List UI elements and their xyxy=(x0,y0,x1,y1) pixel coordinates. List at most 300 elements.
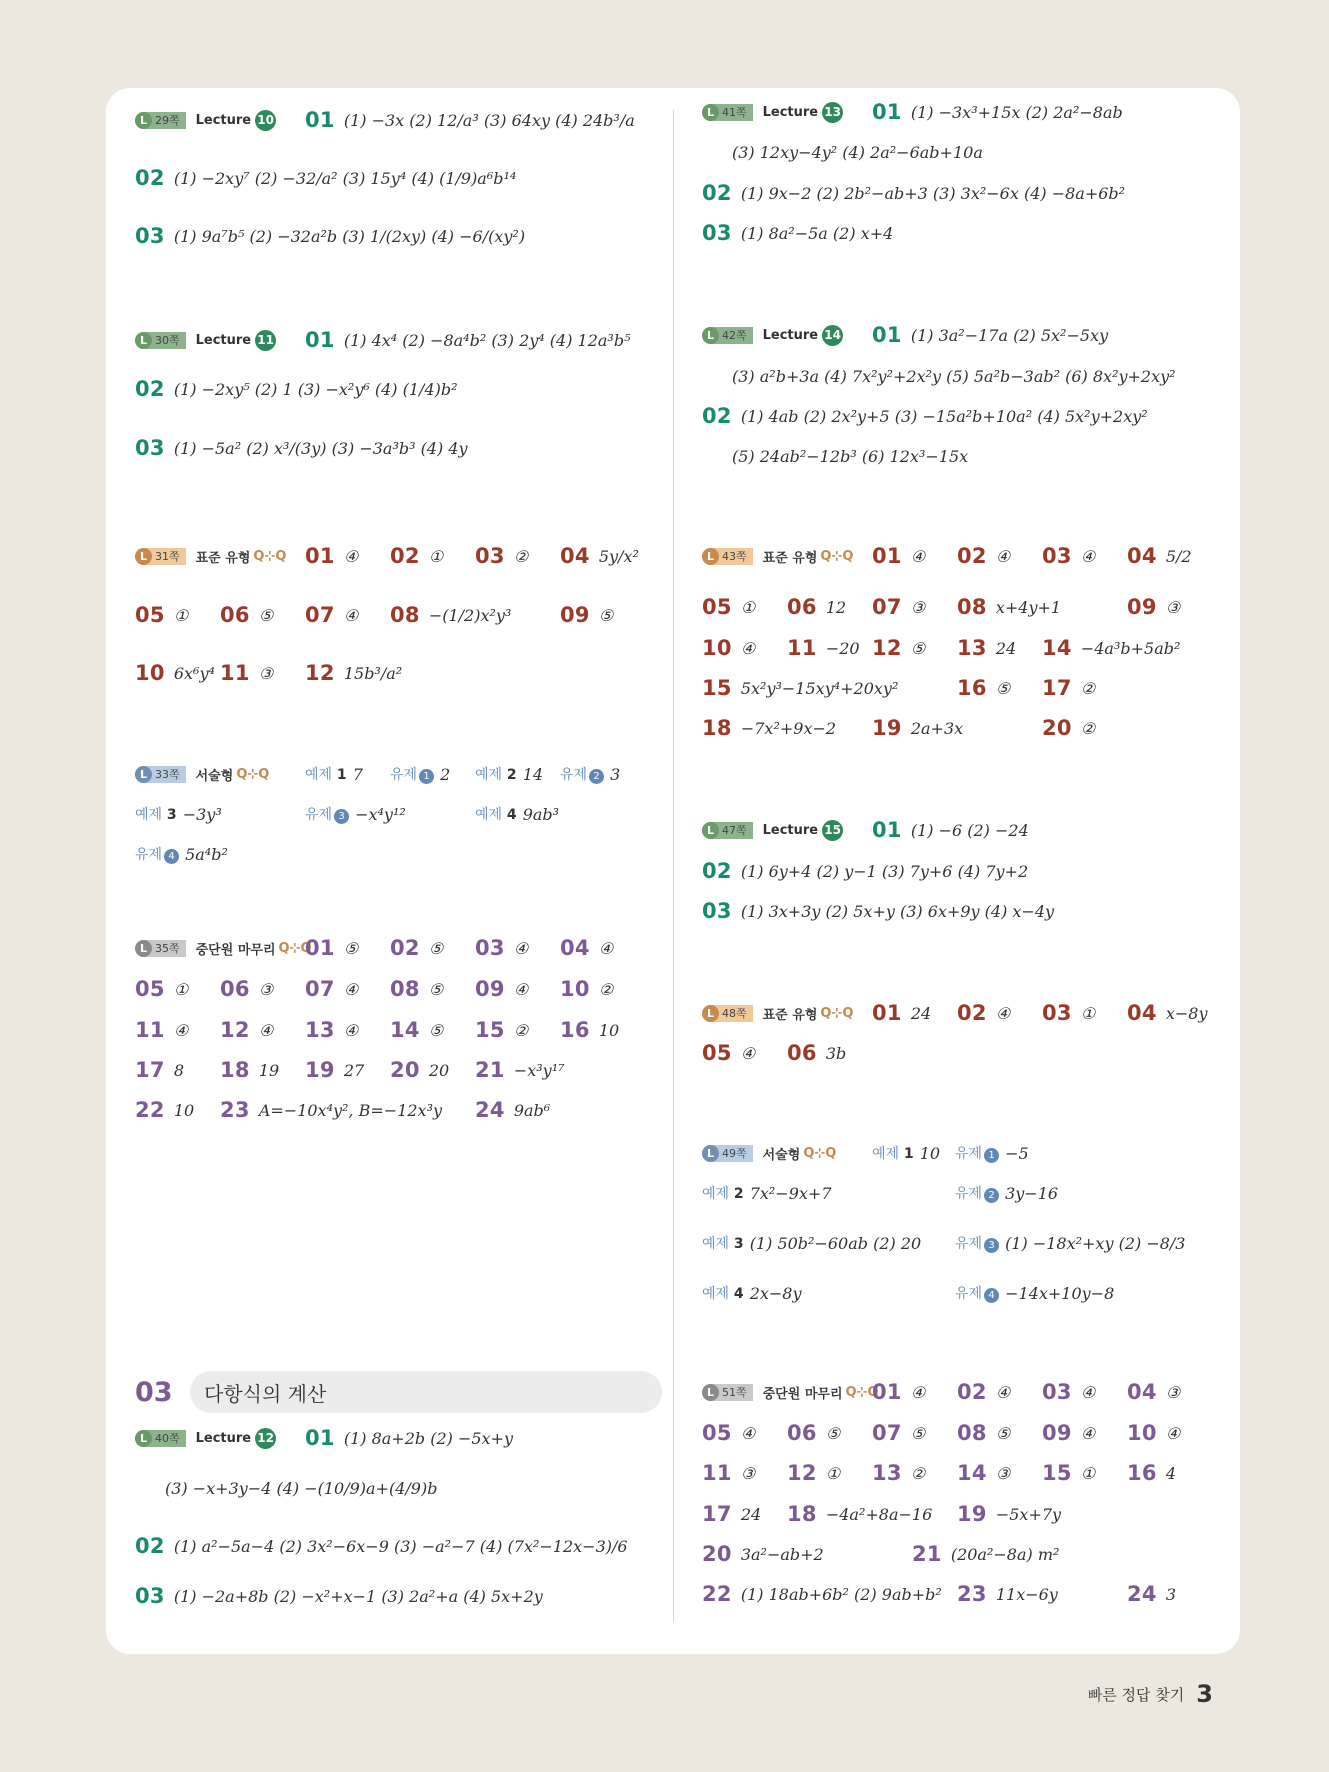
question-number: 12 xyxy=(220,1018,250,1042)
section-tag xyxy=(702,318,843,352)
example-number: 4 xyxy=(729,1286,744,1302)
answer-item xyxy=(957,1375,1010,1409)
tag-kind xyxy=(763,325,844,346)
page-ref: 49쪽 xyxy=(722,1147,747,1160)
answer-item xyxy=(475,757,543,791)
answer-item xyxy=(732,359,1176,393)
question-number: 18 xyxy=(220,1058,250,1082)
tag-kind-label: Lecture xyxy=(762,327,819,343)
question-number: 02 xyxy=(957,544,987,568)
answer-text: ⑤ xyxy=(428,979,444,999)
tag-kind xyxy=(763,820,844,841)
question-number: 08 xyxy=(390,603,420,627)
similar-word: 유제 xyxy=(955,1146,983,1162)
answer-item xyxy=(1127,539,1192,573)
answer-row xyxy=(0,931,1329,965)
similar-label xyxy=(955,1283,999,1303)
question-number: 01 xyxy=(305,1426,335,1450)
answer-text: ③ xyxy=(740,1463,756,1483)
answer-row xyxy=(0,176,1329,210)
answer-text: 9ab⁶ xyxy=(513,1100,551,1120)
page-badge xyxy=(702,1145,753,1162)
answer-item xyxy=(390,931,443,965)
answer-item xyxy=(872,1456,925,1490)
tag-kind-label: Lecture xyxy=(762,104,819,120)
page-ref: 47쪽 xyxy=(722,824,747,837)
section-title: 다항식의 계산 xyxy=(190,1371,662,1413)
similar-word: 유제 xyxy=(305,807,333,823)
answer-row xyxy=(0,1226,1329,1260)
question-number: 07 xyxy=(305,977,335,1001)
answer-row xyxy=(0,1136,1329,1170)
answer-item xyxy=(702,1226,921,1260)
answer-item xyxy=(702,1036,755,1070)
similar-number-icon: 2 xyxy=(984,1188,999,1203)
question-number: 03 xyxy=(702,221,732,245)
example-word: 예제 xyxy=(872,1146,900,1162)
answer-text: ④ xyxy=(740,1423,756,1443)
tag-kind xyxy=(763,1383,879,1402)
answer-item xyxy=(305,931,358,965)
question-number: 01 xyxy=(305,936,335,960)
similar-word: 유제 xyxy=(135,847,163,863)
question-number: 03 xyxy=(1042,1001,1072,1025)
answer-text: ③ xyxy=(258,979,274,999)
answer-item xyxy=(1042,671,1095,705)
question-number: 01 xyxy=(872,1001,902,1025)
answer-row xyxy=(0,894,1329,928)
tag-kind-label: 표준 유형 xyxy=(195,550,251,566)
answer-item xyxy=(957,996,1010,1030)
answer-item xyxy=(787,1497,932,1531)
section-number: 03 xyxy=(135,1376,173,1408)
example-word: 예제 xyxy=(475,767,503,783)
answer-text: −(1/2)x²y³ xyxy=(428,605,512,625)
lecture-l-icon: L xyxy=(135,332,152,349)
question-number: 20 xyxy=(390,1058,420,1082)
answer-text: −5x+7y xyxy=(995,1504,1062,1524)
question-number: 04 xyxy=(560,544,590,568)
answer-row xyxy=(0,359,1329,393)
page-ref: 51쪽 xyxy=(722,1386,747,1399)
page-badge xyxy=(702,548,753,565)
question-number: 14 xyxy=(1042,636,1072,660)
answer-text: −7x²+9x−2 xyxy=(740,718,837,738)
answer-item xyxy=(957,1416,1010,1450)
answer-item xyxy=(872,1375,925,1409)
answer-item xyxy=(702,894,1054,928)
answer-text: (1) −3x (2) 12/a³ (3) 64xy (4) 24b³/a xyxy=(343,110,635,130)
lecture-l-icon: L xyxy=(702,822,719,839)
example-number: 3 xyxy=(162,807,177,823)
question-number: 04 xyxy=(560,936,590,960)
example-word: 예제 xyxy=(702,1186,730,1202)
lecture-l-icon: L xyxy=(702,104,719,121)
answer-item xyxy=(1042,631,1180,665)
question-number: 17 xyxy=(702,1502,732,1526)
answer-row xyxy=(0,1036,1329,1070)
answer-row xyxy=(0,539,1329,573)
question-number: 06 xyxy=(787,1421,817,1445)
answer-item xyxy=(955,1176,1058,1210)
answer-text: ④ xyxy=(343,1020,359,1040)
answer-item xyxy=(702,711,836,745)
answer-text: 10 xyxy=(919,1143,941,1163)
similar-word: 유제 xyxy=(955,1236,983,1252)
question-number: 02 xyxy=(957,1001,987,1025)
answer-item xyxy=(957,590,1061,624)
similar-label xyxy=(955,1143,999,1163)
answer-text: 3 xyxy=(610,764,621,784)
answer-text: ③ xyxy=(258,663,274,683)
answer-text: 6x⁶y⁴ xyxy=(173,663,215,683)
answer-text: 12 xyxy=(825,597,847,617)
page-badge xyxy=(702,822,753,839)
tag-kind-label: 중단원 마무리 xyxy=(762,1386,843,1402)
answer-text: −x³y¹⁷ xyxy=(513,1060,565,1080)
answer-item xyxy=(787,631,860,665)
lecture-number-badge: 11 xyxy=(255,330,276,351)
similar-word: 유제 xyxy=(390,767,418,783)
answer-row xyxy=(0,439,1329,473)
answer-item xyxy=(702,1577,942,1611)
example-label xyxy=(702,1183,744,1203)
example-number: 1 xyxy=(332,767,347,783)
answer-item xyxy=(732,439,968,473)
question-number: 07 xyxy=(872,595,902,619)
question-number: 13 xyxy=(305,1018,335,1042)
question-number: 18 xyxy=(702,716,732,740)
answer-item xyxy=(955,1276,1114,1310)
example-word: 예제 xyxy=(702,1236,730,1252)
answer-text: ⑤ xyxy=(428,938,444,958)
tag-kind-label: Lecture xyxy=(762,822,819,838)
question-number: 02 xyxy=(702,404,732,428)
answer-item xyxy=(957,1577,1058,1611)
question-number: 03 xyxy=(135,1584,165,1608)
question-number: 23 xyxy=(957,1582,987,1606)
example-label xyxy=(702,1233,744,1253)
answer-text: ④ xyxy=(740,638,756,658)
answer-text: 7 xyxy=(352,764,363,784)
question-number: 22 xyxy=(135,1098,165,1122)
lecture-l-icon: L xyxy=(702,1384,719,1401)
answer-row xyxy=(0,590,1329,624)
answer-text: ④ xyxy=(173,1020,189,1040)
similar-number-icon: 3 xyxy=(334,809,349,824)
answer-row xyxy=(0,671,1329,705)
answer-item xyxy=(702,854,1028,888)
answer-row xyxy=(0,631,1329,665)
answer-item xyxy=(1127,1456,1176,1490)
page-ref: 42쪽 xyxy=(722,329,747,342)
qq-icon: Q⊹Q xyxy=(820,548,854,564)
answer-text: (1) −18x²+xy (2) −8/3 xyxy=(1005,1233,1186,1253)
answer-item xyxy=(702,671,898,705)
similar-number-icon: 4 xyxy=(164,849,179,864)
question-number: 13 xyxy=(957,636,987,660)
answer-text: 3y−16 xyxy=(1005,1183,1059,1203)
answer-text: ④ xyxy=(1165,1423,1181,1443)
question-number: 21 xyxy=(912,1542,942,1566)
section-tag xyxy=(135,931,312,965)
question-number: 06 xyxy=(220,603,250,627)
answer-text: ④ xyxy=(343,979,359,999)
answer-text: −4a³b+5ab² xyxy=(1080,638,1181,658)
question-number: 12 xyxy=(872,636,902,660)
example-word: 예제 xyxy=(305,767,333,783)
question-number: 03 xyxy=(702,899,732,923)
similar-label xyxy=(955,1233,999,1253)
answer-text: 24 xyxy=(740,1504,762,1524)
answer-text: ④ xyxy=(740,1043,756,1063)
question-number: 03 xyxy=(475,544,505,568)
question-number: 05 xyxy=(135,977,165,1001)
answer-text: (1) −3x³+15x (2) 2a²−8ab xyxy=(910,102,1123,122)
question-number: 09 xyxy=(1127,595,1157,619)
similar-word: 유제 xyxy=(955,1186,983,1202)
lecture-l-icon: L xyxy=(702,1005,719,1022)
answer-text: x−8y xyxy=(1165,1003,1208,1023)
page-badge xyxy=(702,1384,753,1401)
answer-text: 15b³/a² xyxy=(343,663,403,683)
answer-text: 3 xyxy=(1165,1584,1177,1604)
answer-item xyxy=(1042,711,1095,745)
answer-item xyxy=(135,1093,194,1127)
question-number: 13 xyxy=(872,1461,902,1485)
question-number: 15 xyxy=(1042,1461,1072,1485)
question-number: 02 xyxy=(702,181,732,205)
question-number: 02 xyxy=(957,1380,987,1404)
page-badge xyxy=(702,104,753,121)
answer-text: 2 xyxy=(440,764,451,784)
answer-text: 10 xyxy=(173,1100,195,1120)
question-number: 01 xyxy=(305,544,335,568)
question-number: 06 xyxy=(787,595,817,619)
tag-kind xyxy=(763,547,854,566)
similar-label xyxy=(390,764,434,784)
question-number: 03 xyxy=(135,436,165,460)
qq-icon: Q⊹Q xyxy=(236,766,270,782)
page-badge xyxy=(702,327,753,344)
example-number: 3 xyxy=(729,1236,744,1252)
tag-kind xyxy=(763,102,844,123)
question-number: 04 xyxy=(1127,544,1157,568)
question-number: 11 xyxy=(702,1461,732,1485)
section-tag xyxy=(702,813,843,847)
answer-text: (1) 6y+4 (2) y−1 (3) 7y+6 (4) 7y+2 xyxy=(740,861,1029,881)
answer-text: 10 xyxy=(598,1020,620,1040)
question-number: 12 xyxy=(305,661,335,685)
question-number: 16 xyxy=(560,1018,590,1042)
answer-item xyxy=(955,1136,1029,1170)
answer-text: (1) −5a² (2) x³/(3y) (3) −3a³b³ (4) 4y xyxy=(173,438,468,458)
answer-item xyxy=(1127,1375,1180,1409)
example-label xyxy=(475,764,517,784)
lecture-l-icon: L xyxy=(135,1430,152,1447)
similar-number-icon: 3 xyxy=(984,1238,999,1253)
answer-row xyxy=(0,1276,1329,1310)
answer-text: (1) 9x−2 (2) 2b²−ab+3 (3) 3x²−6x (4) −8a+6b² xyxy=(740,183,1126,203)
question-number: 08 xyxy=(390,977,420,1001)
answer-text: ⑤ xyxy=(910,638,926,658)
answer-item xyxy=(1127,1416,1180,1450)
question-number: 14 xyxy=(957,1461,987,1485)
answer-text: (1) 3x+3y (2) 5x+y (3) 6x+9y (4) x−4y xyxy=(740,901,1055,921)
answer-text: ④ xyxy=(513,979,529,999)
answer-item xyxy=(872,631,925,665)
answer-text: ⑤ xyxy=(995,1423,1011,1443)
page-footer xyxy=(1088,1680,1213,1708)
section-tag xyxy=(702,1375,879,1409)
answer-item xyxy=(787,1456,840,1490)
answer-text: ② xyxy=(1080,718,1096,738)
qq-icon: Q⊹Q xyxy=(845,1384,879,1400)
page-ref: 40쪽 xyxy=(155,1432,180,1445)
answer-text: −14x+10y−8 xyxy=(1005,1283,1115,1303)
answer-row xyxy=(0,318,1329,352)
tag-kind xyxy=(196,939,312,958)
answer-item xyxy=(955,1226,1185,1260)
question-number: 08 xyxy=(957,595,987,619)
page-ref: 43쪽 xyxy=(722,550,747,563)
similar-number-icon: 1 xyxy=(984,1148,999,1163)
lecture-l-icon: L xyxy=(702,1145,719,1162)
answer-text: ⑤ xyxy=(428,1020,444,1040)
answer-row xyxy=(0,1537,1329,1571)
answer-item xyxy=(872,539,925,573)
section-tag xyxy=(135,757,269,791)
question-number: 04 xyxy=(1127,1001,1157,1025)
example-label xyxy=(872,1143,914,1163)
question-number: 06 xyxy=(787,1041,817,1065)
question-number: 10 xyxy=(1127,1421,1157,1445)
answer-row xyxy=(0,399,1329,433)
tag-kind-label: Lecture xyxy=(195,332,252,348)
qq-icon: Q⊹Q xyxy=(820,1005,854,1021)
answer-text: ① xyxy=(428,546,444,566)
answer-item xyxy=(560,757,620,791)
tag-kind xyxy=(763,1144,837,1163)
question-number: 20 xyxy=(702,1542,732,1566)
answer-text: 14 xyxy=(522,764,544,784)
answer-text: (1) 4x⁴ (2) −8a⁴b² (3) 2y⁴ (4) 12a³b⁵ xyxy=(343,330,631,350)
answer-text: (1) 50b²−60ab (2) 20 xyxy=(749,1233,922,1253)
answer-text: ④ xyxy=(598,938,614,958)
answer-row xyxy=(0,711,1329,745)
answer-item xyxy=(957,539,1010,573)
question-number: 09 xyxy=(475,977,505,1001)
lecture-l-icon: L xyxy=(135,112,152,129)
example-label xyxy=(305,764,347,784)
similar-label xyxy=(955,1183,999,1203)
page-badge xyxy=(135,766,186,783)
answer-text: 5x²y³−15xy⁴+20xy² xyxy=(740,678,899,698)
question-number: 10 xyxy=(702,636,732,660)
answer-item xyxy=(702,176,1125,210)
question-number: 01 xyxy=(872,100,902,124)
answer-item xyxy=(732,135,983,169)
answer-item xyxy=(787,1036,846,1070)
question-number: 05 xyxy=(702,595,732,619)
tag-kind-label: 표준 유형 xyxy=(762,550,818,566)
example-number: 2 xyxy=(502,767,517,783)
question-number: 01 xyxy=(305,328,335,352)
similar-label xyxy=(560,764,604,784)
answer-item xyxy=(872,1416,925,1450)
answer-item xyxy=(787,590,846,624)
answer-text: ④ xyxy=(995,1003,1011,1023)
answer-item xyxy=(872,1136,940,1170)
example-word: 예제 xyxy=(702,1286,730,1302)
similar-number-icon: 1 xyxy=(419,769,434,784)
answer-item xyxy=(1042,996,1095,1030)
page-ref: 48쪽 xyxy=(722,1007,747,1020)
answer-item xyxy=(1127,996,1207,1030)
answer-item xyxy=(702,216,893,250)
tag-kind-label: 중단원 마무리 xyxy=(195,942,276,958)
tag-kind xyxy=(196,765,270,784)
question-number: 10 xyxy=(560,977,590,1001)
question-number: 10 xyxy=(135,661,165,685)
answer-text: 4 xyxy=(1165,1463,1177,1483)
answer-text: ④ xyxy=(910,546,926,566)
answer-text: 27 xyxy=(343,1060,365,1080)
answer-text: −20 xyxy=(825,638,860,658)
answer-item xyxy=(872,95,1123,129)
question-number: 07 xyxy=(305,603,335,627)
answer-text: (1) 9a⁷b⁵ (2) −32a²b (3) 1/(2xy) (4) −6/(xy²) xyxy=(173,226,526,246)
answer-text: ① xyxy=(1080,1463,1096,1483)
qq-icon: Q⊹Q xyxy=(803,1145,837,1161)
similar-word: 유제 xyxy=(955,1286,983,1302)
question-number: 15 xyxy=(702,676,732,700)
answer-text: ③ xyxy=(1165,1382,1181,1402)
answer-text: ③ xyxy=(910,597,926,617)
answer-item xyxy=(390,757,450,791)
question-number: 11 xyxy=(220,661,250,685)
example-number: 2 xyxy=(729,1186,744,1202)
answer-text: ④ xyxy=(343,605,359,625)
question-number: 03 xyxy=(1042,544,1072,568)
answer-text: ④ xyxy=(910,1382,926,1402)
question-number: 02 xyxy=(135,1534,165,1558)
answer-text: 2x−8y xyxy=(749,1283,802,1303)
answer-item xyxy=(957,631,1016,665)
qq-icon: Q⊹Q xyxy=(278,940,312,956)
answer-text: (1) −2xy⁷ (2) −32/a² (3) 15y⁴ (4) (1/9)a⁶b¹⁴ xyxy=(173,168,517,188)
answer-text: (1) 3a²−17a (2) 5x²−5xy xyxy=(910,325,1109,345)
question-number: 08 xyxy=(957,1421,987,1445)
tag-kind-label: 표준 유형 xyxy=(762,1007,818,1023)
page-ref: 31쪽 xyxy=(155,550,180,563)
lecture-l-icon: L xyxy=(702,327,719,344)
similar-word: 유제 xyxy=(560,767,588,783)
answer-item xyxy=(475,1093,550,1127)
answer-row xyxy=(0,135,1329,169)
question-number: 01 xyxy=(872,323,902,347)
answer-text: ④ xyxy=(995,1382,1011,1402)
answer-text: −3y³ xyxy=(182,804,222,824)
answer-text: ④ xyxy=(513,938,529,958)
answer-text: ② xyxy=(513,1020,529,1040)
question-number: 03 xyxy=(475,936,505,960)
answer-text: ② xyxy=(1080,678,1096,698)
answer-row xyxy=(0,95,1329,129)
answer-text: ② xyxy=(910,1463,926,1483)
answer-text: ⑤ xyxy=(995,678,1011,698)
answer-text: 9ab³ xyxy=(522,804,560,824)
